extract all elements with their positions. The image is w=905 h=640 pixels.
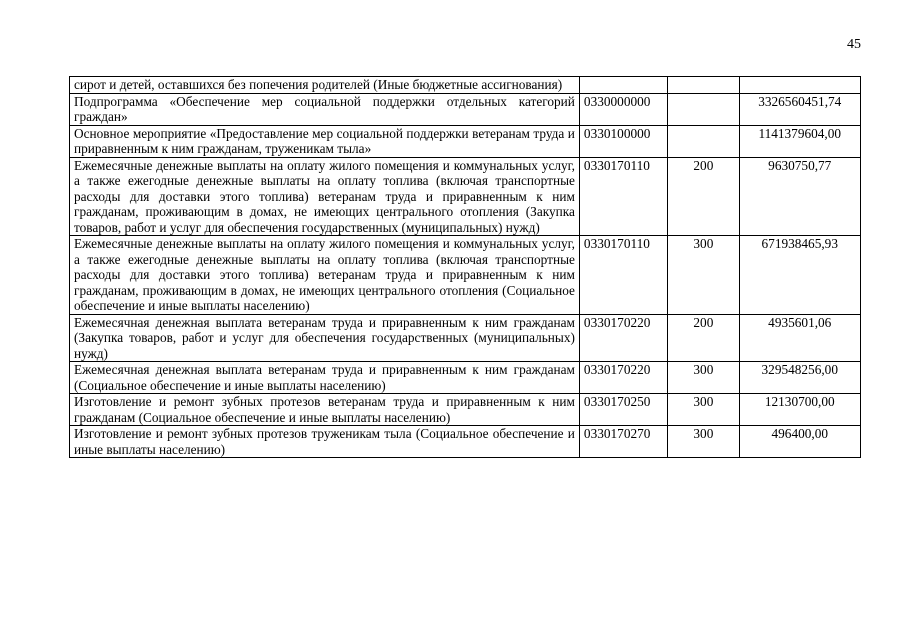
row-amount-cell: 3326560451,74 — [739, 93, 860, 125]
row-type-cell — [668, 93, 739, 125]
row-code-cell — [579, 77, 667, 94]
row-amount-cell: 9630750,77 — [739, 157, 860, 236]
row-type-cell: 300 — [668, 426, 739, 458]
row-type-cell: 300 — [668, 236, 739, 315]
row-name-cell: Ежемесячная денежная выплата ветеранам труда и приравненным к ним гражданам (Социальное обеспечение и иные выплаты населению) — [70, 362, 580, 394]
table-row — [70, 157, 861, 236]
row-amount-cell: 329548256,00 — [739, 362, 860, 394]
row-amount-cell: 12130700,00 — [739, 394, 860, 426]
table-row — [70, 362, 861, 394]
table-row — [70, 236, 861, 315]
row-code-cell: 0330170220 — [579, 314, 667, 362]
row-type-cell — [668, 125, 739, 157]
row-code-cell: 0330170110 — [579, 236, 667, 315]
row-name-cell: Основное мероприятие «Предоставление мер социальной поддержки ветеранам труда и приравненным к ним гражданам, труженикам тыла» — [70, 125, 580, 157]
page-number: 45 — [847, 37, 861, 52]
row-type-cell — [668, 77, 739, 94]
row-code-cell: 0330170270 — [579, 426, 667, 458]
row-amount-cell — [739, 77, 860, 94]
budget-table-body — [70, 77, 861, 458]
row-name-cell: сирот и детей, оставшихся без попечения родителей (Иные бюджетные ассигнования) — [70, 77, 580, 94]
row-type-cell: 300 — [668, 394, 739, 426]
row-name-cell: Подпрограмма «Обеспечение мер социальной поддержки отдельных категорий граждан» — [70, 93, 580, 125]
table-row — [70, 394, 861, 426]
row-type-cell: 300 — [668, 362, 739, 394]
row-code-cell: 0330100000 — [579, 125, 667, 157]
row-amount-cell: 496400,00 — [739, 426, 860, 458]
row-name-cell: Ежемесячная денежная выплата ветеранам труда и приравненным к ним гражданам (Закупка товаров, работ и услуг для обеспечения государственных (муниципальных) нужд) — [70, 314, 580, 362]
row-code-cell: 0330170110 — [579, 157, 667, 236]
table-row — [70, 426, 861, 458]
row-name-cell: Изготовление и ремонт зубных протезов ветеранам труда и приравненным к ним гражданам (Социальное обеспечение и иные выплаты населению) — [70, 394, 580, 426]
row-code-cell: 0330170220 — [579, 362, 667, 394]
row-code-cell: 0330000000 — [579, 93, 667, 125]
row-amount-cell: 1141379604,00 — [739, 125, 860, 157]
row-name-cell: Ежемесячные денежные выплаты на оплату жилого помещения и коммунальных услуг, а также ежегодные денежные выплаты на оплату топлива (включая транспортные расходы для доставки этого топлива) ветеранам труда и приравненным к ним гражданам, проживающим в домах, не имеющих центрального отопления (Социальное обеспечение и иные выплаты населению) — [70, 236, 580, 315]
table-row — [70, 77, 861, 94]
row-type-cell: 200 — [668, 157, 739, 236]
row-name-cell: Ежемесячные денежные выплаты на оплату жилого помещения и коммунальных услуг, а также ежегодные денежные выплаты на оплату топлива (включая транспортные расходы для доставки этого топлива) ветеранам труда и приравненным к ним гражданам, проживающим в домах, не имеющих центрального отопления (Закупка товаров, работ и услуг для обеспечения государственных (муниципальных) нужд) — [70, 157, 580, 236]
table-row — [70, 93, 861, 125]
row-amount-cell: 671938465,93 — [739, 236, 860, 315]
row-code-cell: 0330170250 — [579, 394, 667, 426]
row-type-cell: 200 — [668, 314, 739, 362]
row-amount-cell: 4935601,06 — [739, 314, 860, 362]
table-row — [70, 314, 861, 362]
row-name-cell: Изготовление и ремонт зубных протезов труженикам тыла (Социальное обеспечение и иные выплаты населению) — [70, 426, 580, 458]
budget-table — [69, 76, 861, 458]
table-row — [70, 125, 861, 157]
